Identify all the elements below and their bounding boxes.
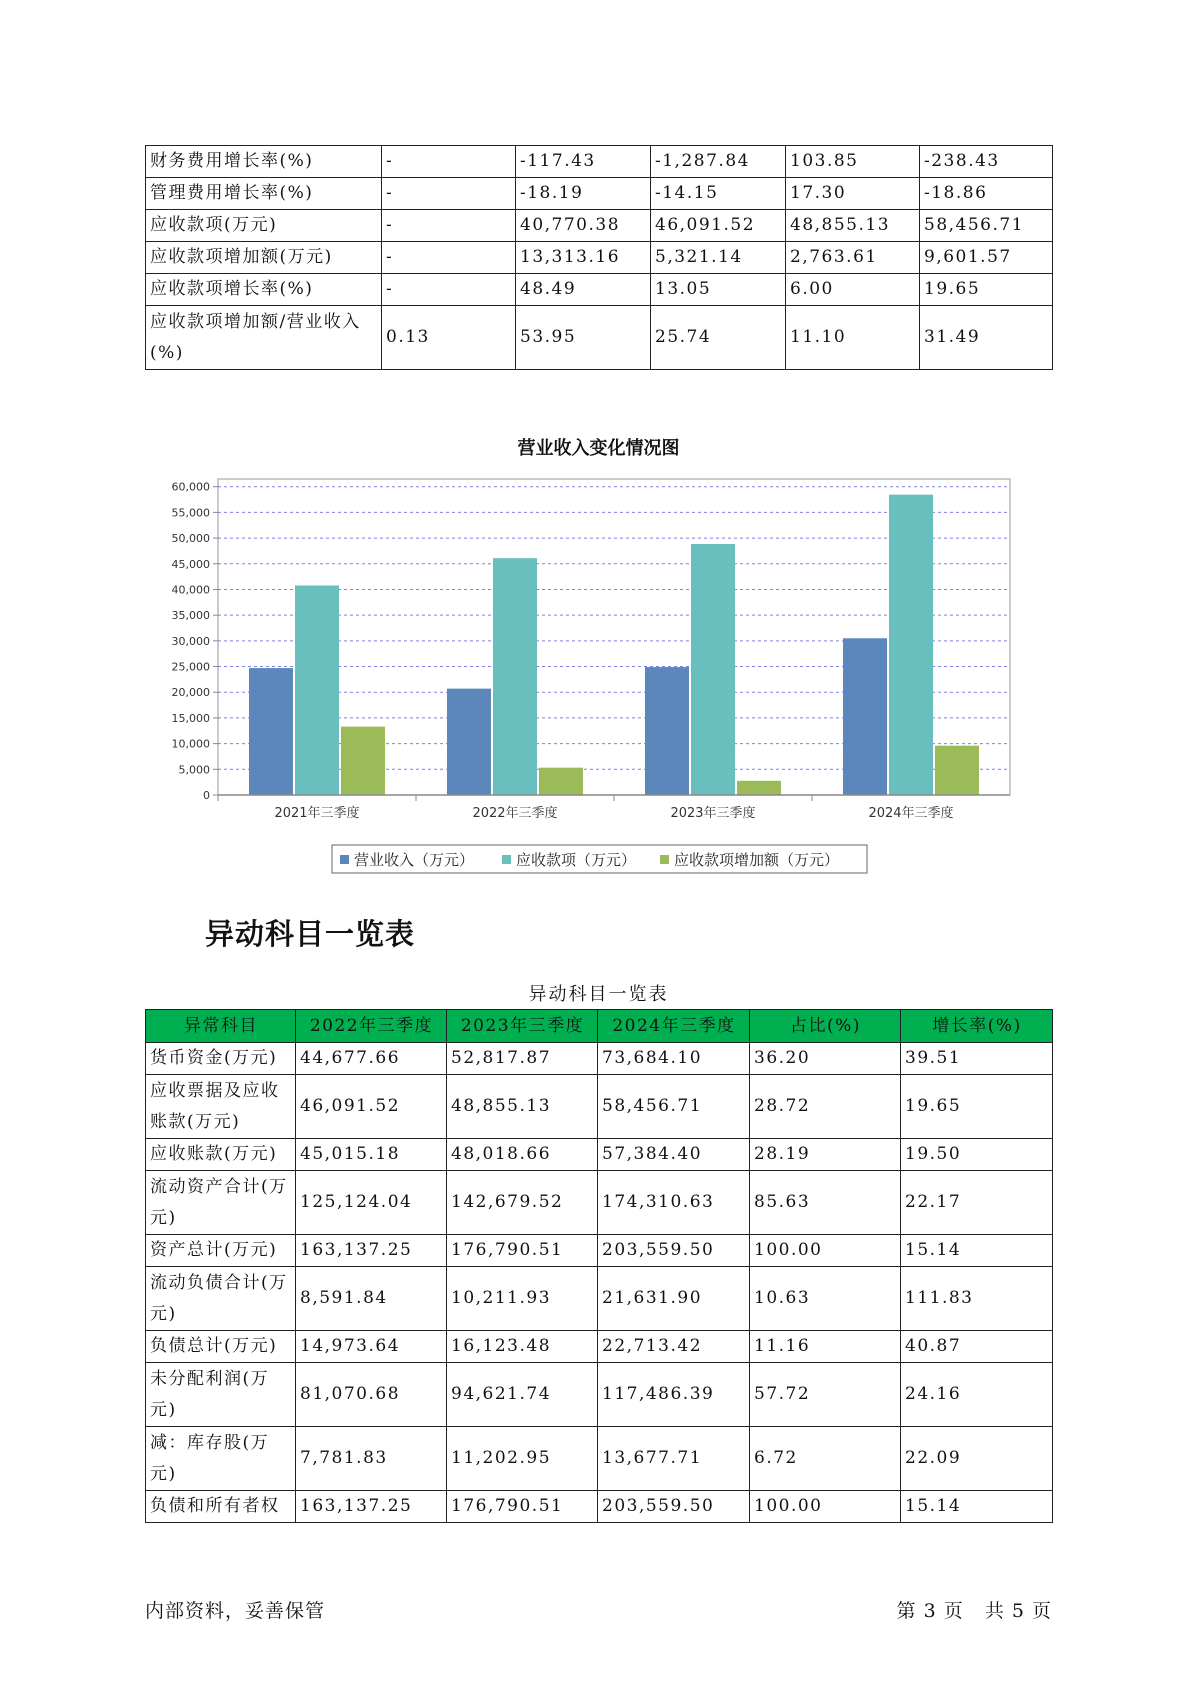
cell-value: 125,124.04 [296, 1171, 447, 1235]
column-header: 增长率(%) [901, 1010, 1053, 1043]
cell-value: 163,137.25 [296, 1491, 447, 1523]
column-header: 占比(%) [750, 1010, 901, 1043]
cell-value: 6.00 [786, 274, 920, 306]
cell-value: 100.00 [750, 1491, 901, 1523]
cell-value: 19.65 [901, 1075, 1053, 1139]
abnormal-items-table [145, 1009, 1053, 1523]
cell-value: 103.85 [786, 146, 920, 178]
cell-value: 6.72 [750, 1427, 901, 1491]
legend-swatch [340, 855, 349, 864]
bar [843, 638, 887, 795]
table-row [146, 1331, 1053, 1363]
table-row [146, 1075, 1053, 1139]
cell-value: 14,973.64 [296, 1331, 447, 1363]
row-label: 负债总计(万元) [146, 1331, 296, 1363]
cell-value: 52,817.87 [447, 1043, 598, 1075]
cell-value: 58,456.71 [598, 1075, 750, 1139]
y-tick-label: 60,000 [171, 480, 210, 494]
cell-value: 19.50 [901, 1139, 1053, 1171]
cell-value: 9,601.57 [920, 242, 1053, 274]
table-row [146, 1235, 1053, 1267]
chart-title: 营业收入变化情况图 [517, 438, 680, 459]
row-label: 应收账款(万元) [146, 1139, 296, 1171]
table-row [146, 306, 1053, 370]
cell-value: 28.19 [750, 1139, 901, 1171]
row-label: 应收款项增加额/营业收入(%) [146, 306, 382, 370]
y-axis-ticks [172, 481, 219, 802]
legend-label: 应收款项增加额（万元） [674, 851, 840, 869]
cell-value: 53.95 [516, 306, 651, 370]
table-row [146, 178, 1053, 210]
table-row [146, 1427, 1053, 1491]
cell-value: 174,310.63 [598, 1171, 750, 1235]
footer-confidential-note: 内部资料，妥善保管 [145, 1600, 326, 1622]
table-row [146, 146, 1053, 178]
cell-value: 48,018.66 [447, 1139, 598, 1171]
cell-value: 39.51 [901, 1043, 1053, 1075]
bar [645, 667, 689, 795]
legend-label: 应收款项（万元） [516, 851, 637, 869]
x-axis-ticks [218, 795, 954, 821]
bar [539, 768, 583, 795]
revenue-chart [145, 462, 1052, 882]
legend-swatch [502, 855, 511, 864]
cell-value: 142,679.52 [447, 1171, 598, 1235]
cell-value: 46,091.52 [296, 1075, 447, 1139]
cell-value: 10,211.93 [447, 1267, 598, 1331]
table-caption: 异动科目一览表 [528, 984, 669, 1005]
cell-value: - [382, 146, 516, 178]
legend-label: 营业收入（万元） [354, 851, 475, 869]
cell-value: 48,855.13 [447, 1075, 598, 1139]
bar [737, 781, 781, 795]
x-tick-label: 2022年三季度 [472, 806, 558, 821]
row-label: 管理费用增长率(%) [146, 178, 382, 210]
cell-value: 28.72 [750, 1075, 901, 1139]
bar [691, 544, 735, 795]
metrics-table [145, 145, 1053, 370]
y-tick-label: 10,000 [171, 737, 210, 751]
cell-value: 48,855.13 [786, 210, 920, 242]
y-tick-label: 45,000 [171, 557, 210, 571]
bar [249, 668, 293, 795]
cell-value: 100.00 [750, 1235, 901, 1267]
cell-value: -117.43 [516, 146, 651, 178]
table-row [146, 1267, 1053, 1331]
cell-value: 5,321.14 [651, 242, 786, 274]
cell-value: 0.13 [382, 306, 516, 370]
y-tick-label: 0 [203, 789, 210, 802]
bar [341, 727, 385, 795]
y-tick-label: 5,000 [178, 763, 210, 777]
cell-value: 7,781.83 [296, 1427, 447, 1491]
cell-value: 203,559.50 [598, 1491, 750, 1523]
cell-value: 24.16 [901, 1363, 1053, 1427]
cell-value: - [382, 274, 516, 306]
cell-value: 15.14 [901, 1235, 1053, 1267]
column-header: 2022年三季度 [296, 1010, 447, 1043]
chart-legend [332, 845, 867, 873]
bar [493, 558, 537, 795]
cell-value: 13,313.16 [516, 242, 651, 274]
cell-value: - [382, 242, 516, 274]
row-label: 流动资产合计(万元) [146, 1171, 296, 1235]
row-label: 资产总计(万元) [146, 1235, 296, 1267]
cell-value: 176,790.51 [447, 1235, 598, 1267]
row-label: 减：库存股(万元) [146, 1427, 296, 1491]
cell-value: 57,384.40 [598, 1139, 750, 1171]
x-tick-label: 2021年三季度 [274, 806, 360, 821]
table-row [146, 1043, 1053, 1075]
cell-value: 31.49 [920, 306, 1053, 370]
table-row [146, 274, 1053, 306]
row-label: 应收款项增加额(万元) [146, 242, 382, 274]
cell-value: 203,559.50 [598, 1235, 750, 1267]
cell-value: - [382, 210, 516, 242]
row-label: 货币资金(万元) [146, 1043, 296, 1075]
cell-value: 19.65 [920, 274, 1053, 306]
y-tick-label: 25,000 [171, 660, 210, 674]
y-tick-label: 15,000 [171, 711, 210, 725]
cell-value: 58,456.71 [920, 210, 1053, 242]
y-tick-label: 55,000 [171, 506, 210, 520]
y-tick-label: 35,000 [171, 609, 210, 623]
row-label: 应收款项增长率(%) [146, 274, 382, 306]
cell-value: 22.17 [901, 1171, 1053, 1235]
cell-value: 111.83 [901, 1267, 1053, 1331]
cell-value: 21,631.90 [598, 1267, 750, 1331]
column-header: 异常科目 [146, 1010, 296, 1043]
cell-value: 117,486.39 [598, 1363, 750, 1427]
row-label: 流动负债合计(万元) [146, 1267, 296, 1331]
cell-value: 22,713.42 [598, 1331, 750, 1363]
cell-value: -1,287.84 [651, 146, 786, 178]
cell-value: 85.63 [750, 1171, 901, 1235]
cell-value: 81,070.68 [296, 1363, 447, 1427]
cell-value: 8,591.84 [296, 1267, 447, 1331]
cell-value: 73,684.10 [598, 1043, 750, 1075]
y-tick-label: 20,000 [171, 686, 210, 700]
row-label: 负债和所有者权 [146, 1491, 296, 1523]
section-heading: 异动科目一览表 [205, 917, 416, 951]
bar [935, 746, 979, 795]
cell-value: 11.16 [750, 1331, 901, 1363]
table-row [146, 1363, 1053, 1427]
cell-value: 10.63 [750, 1267, 901, 1331]
cell-value: 13.05 [651, 274, 786, 306]
cell-value: 13,677.71 [598, 1427, 750, 1491]
y-tick-label: 30,000 [171, 634, 210, 648]
cell-value: 36.20 [750, 1043, 901, 1075]
bar [889, 495, 933, 795]
table-row [146, 1139, 1053, 1171]
y-tick-label: 40,000 [171, 583, 210, 597]
y-tick-label: 50,000 [171, 532, 210, 546]
cell-value: -238.43 [920, 146, 1053, 178]
bar [295, 586, 339, 795]
x-tick-label: 2024年三季度 [868, 806, 954, 821]
table-row [146, 1171, 1053, 1235]
cell-value: 46,091.52 [651, 210, 786, 242]
cell-value: -18.19 [516, 178, 651, 210]
row-label: 应收款项(万元) [146, 210, 382, 242]
cell-value: 2,763.61 [786, 242, 920, 274]
table-row [146, 1491, 1053, 1523]
cell-value: 22.09 [901, 1427, 1053, 1491]
cell-value: 25.74 [651, 306, 786, 370]
cell-value: 16,123.48 [447, 1331, 598, 1363]
bar [447, 689, 491, 795]
table-row [146, 210, 1053, 242]
cell-value: -14.15 [651, 178, 786, 210]
row-label: 财务费用增长率(%) [146, 146, 382, 178]
cell-value: -18.86 [920, 178, 1053, 210]
cell-value: 57.72 [750, 1363, 901, 1427]
cell-value: 40,770.38 [516, 210, 651, 242]
legend-swatch [660, 855, 669, 864]
x-tick-label: 2023年三季度 [670, 806, 756, 821]
cell-value: 44,677.66 [296, 1043, 447, 1075]
cell-value: 15.14 [901, 1491, 1053, 1523]
cell-value: 163,137.25 [296, 1235, 447, 1267]
row-label: 未分配利润(万元) [146, 1363, 296, 1427]
cell-value: 11,202.95 [447, 1427, 598, 1491]
footer-page-number: 第 3 页 共 5 页 [896, 1600, 1052, 1622]
cell-value: 94,621.74 [447, 1363, 598, 1427]
table-header-row [146, 1010, 1053, 1043]
column-header: 2024年三季度 [598, 1010, 750, 1043]
cell-value: - [382, 178, 516, 210]
cell-value: 11.10 [786, 306, 920, 370]
cell-value: 176,790.51 [447, 1491, 598, 1523]
table-row [146, 242, 1053, 274]
column-header: 2023年三季度 [447, 1010, 598, 1043]
cell-value: 40.87 [901, 1331, 1053, 1363]
cell-value: 17.30 [786, 178, 920, 210]
row-label: 应收票据及应收账款(万元) [146, 1075, 296, 1139]
cell-value: 45,015.18 [296, 1139, 447, 1171]
cell-value: 48.49 [516, 274, 651, 306]
